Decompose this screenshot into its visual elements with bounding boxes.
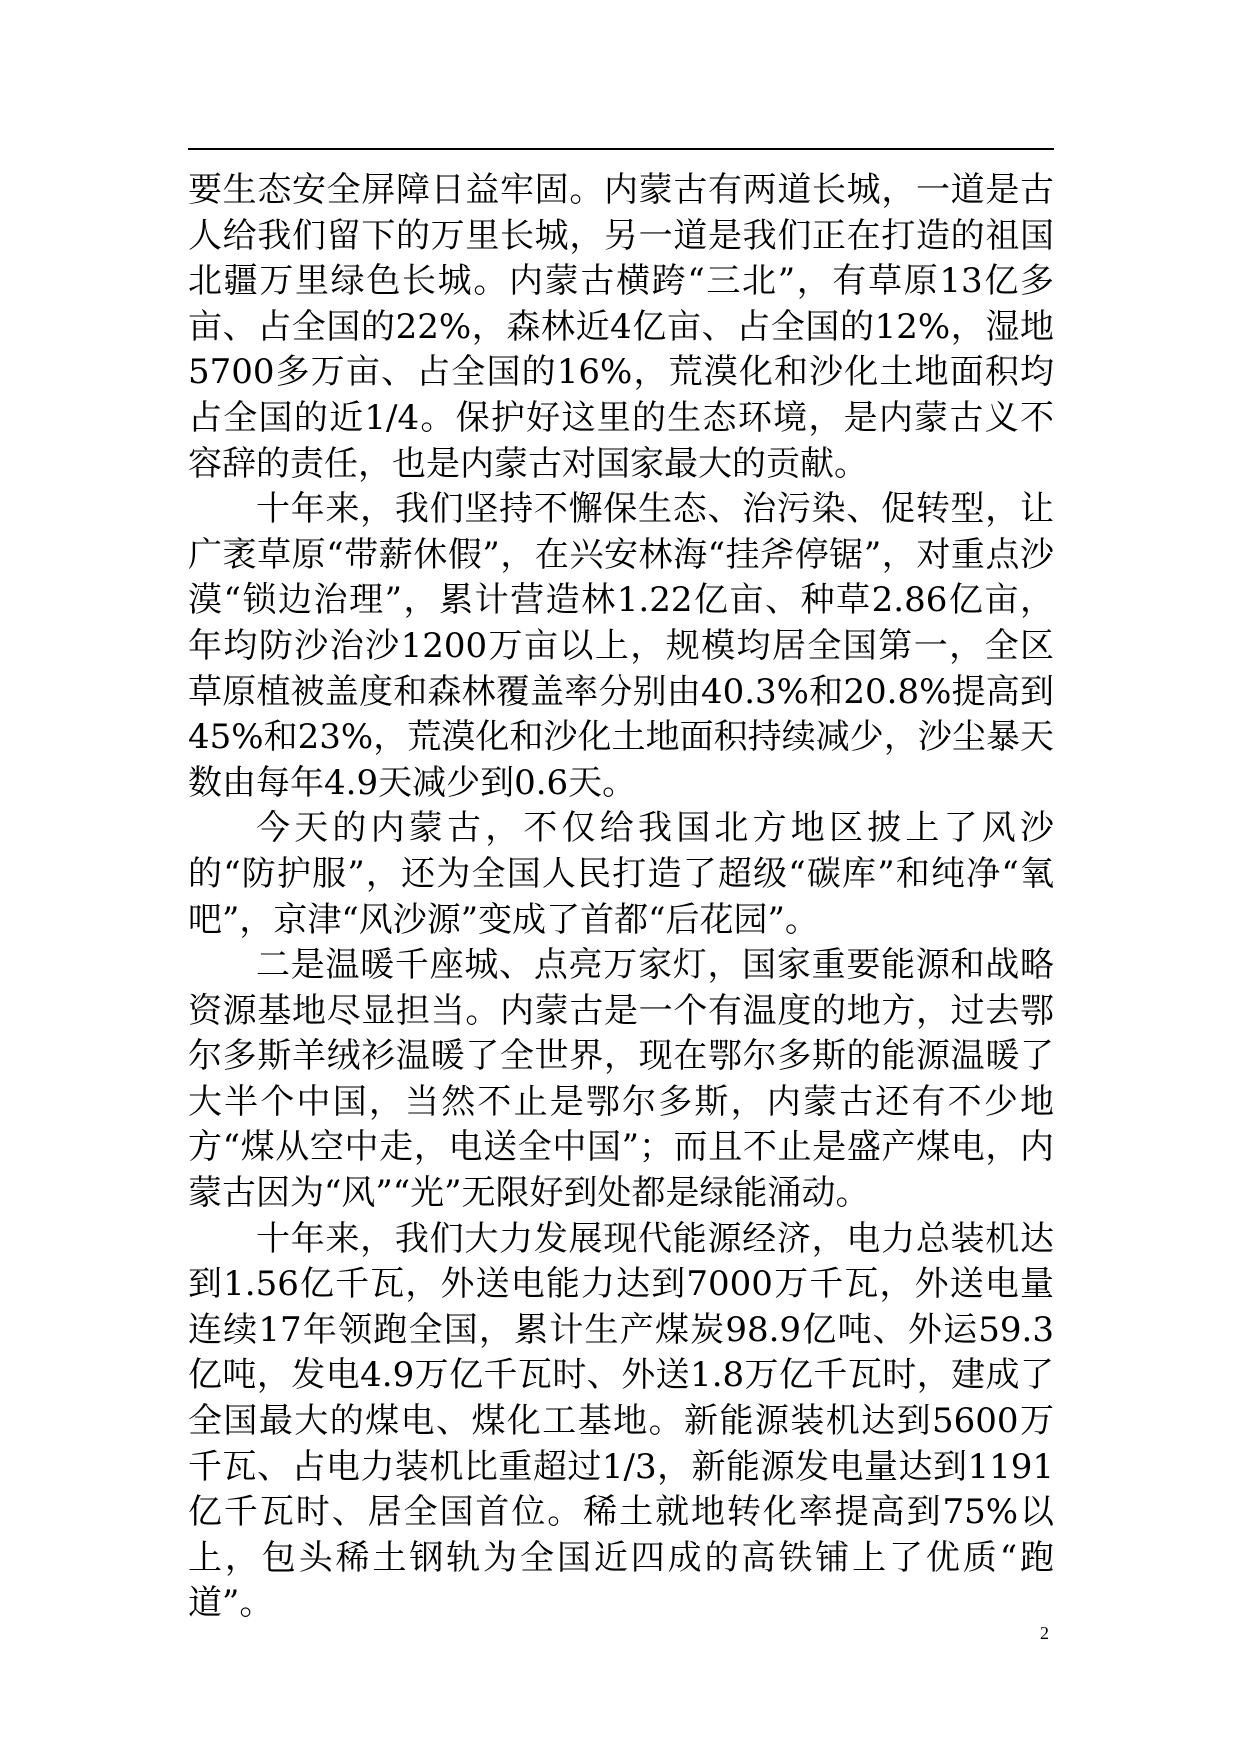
- header-rule: [188, 148, 1054, 150]
- paragraph-1: 要生态安全屏障日益牢固。内蒙古有两道长城，一道是古人给我们留下的万里长城，另一道是我们正在打造的祖国北疆万里绿色长城。内蒙古横跨“三北”，有草原13亿多亩、占全国的22%，森林近4亿亩、占全国的12%，湿地5700多万亩、占全国的16%，荒漠化和沙化土地面积均占全国的近1/4。保护好这里的生态环境，是内蒙古义不容辞的责任，也是内蒙古对国家最大的贡献。: [188, 170, 1054, 484]
- document-body: [188, 168, 1054, 1627]
- paragraph-3: 今天的内蒙古，不仅给我国北方地区披上了风沙的“防护服”，还为全国人民打造了超级“碳库”和纯净“氧吧”，京津“风沙源”变成了首都“后花园”。: [188, 808, 1054, 940]
- paragraph-5: 十年来，我们大力发展现代能源经济，电力总装机达到1.56亿千瓦，外送电能力达到7000万千瓦，外送电量连续17年领跑全国，累计生产煤炭98.9亿吨、外运59.3亿吨，发电4.9万亿千瓦时、外送1.8万亿千瓦时，建成了全国最大的煤电、煤化工基地。新能源装机达到5600万千瓦、占电力装机比重超过1/3，新能源发电量达到1191亿千瓦时、居全国首位。稀土就地转化率提高到75%以上，包头稀土钢轨为全国近四成的高铁铺上了优质“跑道”。: [188, 1218, 1054, 1624]
- page-number: 2: [1040, 1623, 1049, 1643]
- paragraph-4: 二是温暖千座城、点亮万家灯，国家重要能源和战略资源基地尽显担当。内蒙古是一个有温度的地方，过去鄂尔多斯羊绒衫温暖了全世界，现在鄂尔多斯的能源温暖了大半个中国，当然不止是鄂尔多斯，内蒙古还有不少地方“煤从空中走，电送全中国”；而且不止是盛产煤电，内蒙古因为“风”“光”无限好到处都是绿能涌动。: [188, 945, 1054, 1214]
- paragraph-2: 十年来，我们坚持不懈保生态、治污染、促转型，让广袤草原“带薪休假”，在兴安林海“挂斧停锯”，对重点沙漠“锁边治理”，累计营造林1.22亿亩、种草2.86亿亩，年均防沙治沙1200万亩以上，规模均居全国第一，全区草原植被盖度和森林覆盖率分别由40.3%和20.8%提高到45%和23%，荒漠化和沙化土地面积持续减少，沙尘暴天数由每年4.9天减少到0.6天。: [188, 489, 1054, 803]
